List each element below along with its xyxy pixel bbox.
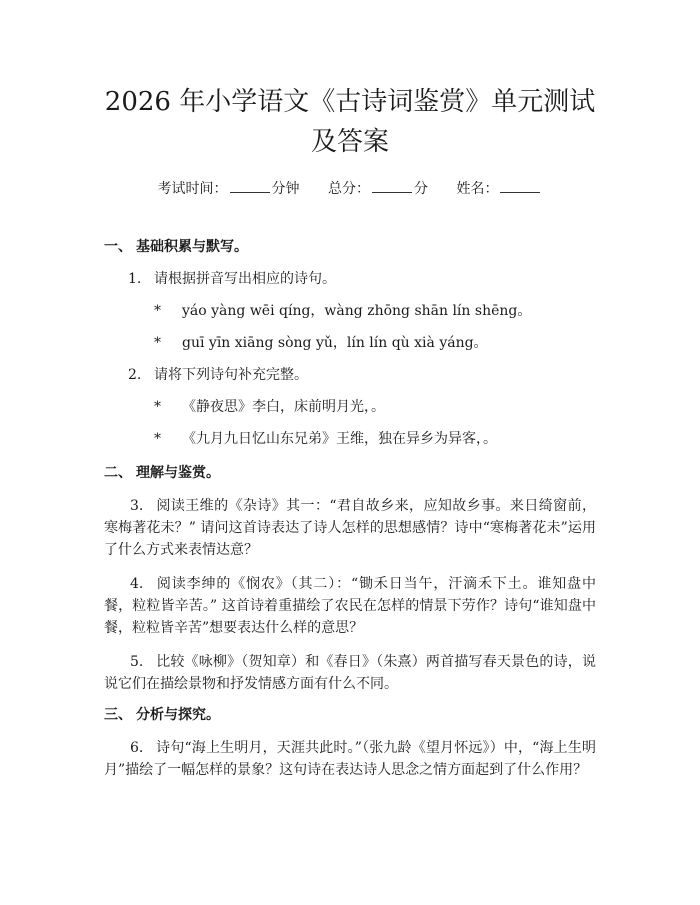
question-text: 阅读李绅的《悯农》（其二）：“锄禾日当午，汗滴禾下土。谁知盘中餐，粒粒皆辛苦。” 这首诗着重描绘了农民在怎样的情景下劳作？诗句“谁知盘中餐，粒粒皆辛苦”想要表达什么样的意思？ xyxy=(104,576,596,636)
question-text: 诗句“海上生明月，天涯共此时。”（张九龄《望月怀远》）中，“海上生明月”描绘了一幅怎样的景象？这句诗在表达诗人思念之情方面起到了什么作用？ xyxy=(104,740,596,778)
question-number: 4. xyxy=(130,576,144,592)
question-text: 请根据拼音写出相应的诗句。 xyxy=(154,271,336,287)
question-number: 6. xyxy=(130,740,144,756)
total-score-unit: 分 xyxy=(414,181,428,197)
question-number: 5. xyxy=(130,654,144,670)
question-2 xyxy=(104,365,596,385)
total-score-label: 总分： xyxy=(328,181,370,197)
question-1-item-1 xyxy=(104,301,596,321)
exam-time-field xyxy=(158,178,300,199)
fill-in-text: 《九月九日忆山东兄弟》王维，独在异乡为异客，。 xyxy=(182,431,497,447)
section-title: 分析与探究。 xyxy=(136,707,220,723)
question-number: 2. xyxy=(128,367,142,383)
question-text: 阅读王维的《杂诗》其一：“君自故乡来，应知故乡事。来日绮窗前，寒梅著花未？” 请问这首诗表达了诗人怎样的思想感情？诗中“寒梅著花未”运用了什么方式来表情达意？ xyxy=(104,498,596,558)
section-heading-3 xyxy=(104,705,596,725)
asterisk-bullet-icon: * xyxy=(154,431,161,447)
exam-info xyxy=(104,178,596,199)
section-number: 二、 xyxy=(104,465,132,481)
question-1 xyxy=(104,269,596,289)
question-1-item-2 xyxy=(104,333,596,353)
question-5 xyxy=(104,651,596,695)
asterisk-bullet-icon: * xyxy=(154,303,161,319)
exam-time-label: 考试时间： xyxy=(157,181,228,197)
section-number: 一、 xyxy=(104,239,132,255)
exam-time-unit: 分钟 xyxy=(271,181,300,197)
exam-time-blank[interactable] xyxy=(230,178,270,193)
question-6 xyxy=(104,737,596,781)
question-text: 比较《咏柳》（贺知章）和《春日》（朱熹）两首描写春天景色的诗，说说它们在描绘景物和抒发情感方面有什么不同。 xyxy=(104,654,596,692)
section-heading-2 xyxy=(104,463,596,483)
asterisk-bullet-icon: * xyxy=(154,335,161,351)
section-title: 基础积累与默写。 xyxy=(136,239,248,255)
question-text: 请将下列诗句补充完整。 xyxy=(154,367,308,383)
question-number: 3. xyxy=(130,498,144,514)
total-score-field xyxy=(328,178,428,199)
section-heading-1 xyxy=(104,237,596,257)
section-number: 三、 xyxy=(104,707,132,723)
section-title: 理解与鉴赏。 xyxy=(136,465,220,481)
question-number: 1. xyxy=(128,271,142,287)
pinyin-text: yáo yàng wēi qíng，wàng zhōng shān lín shēng。 xyxy=(182,303,532,319)
question-2-item-1 xyxy=(104,397,596,417)
question-2-item-2 xyxy=(104,429,596,449)
asterisk-bullet-icon: * xyxy=(154,399,161,415)
student-name-label: 姓名： xyxy=(456,181,499,197)
student-name-field xyxy=(456,178,542,199)
student-name-blank[interactable] xyxy=(500,178,540,193)
total-score-blank[interactable] xyxy=(372,178,412,193)
page-title: 2026 年小学语文《古诗词鉴赏》单元测试及答案 xyxy=(104,87,596,157)
question-3 xyxy=(104,495,596,561)
pinyin-text: guī yīn xiāng sòng yǔ，lín lín qù xià yáng。 xyxy=(182,335,488,351)
fill-in-text: 《静夜思》李白，床前明月光，。 xyxy=(182,399,385,415)
question-4 xyxy=(104,573,596,639)
